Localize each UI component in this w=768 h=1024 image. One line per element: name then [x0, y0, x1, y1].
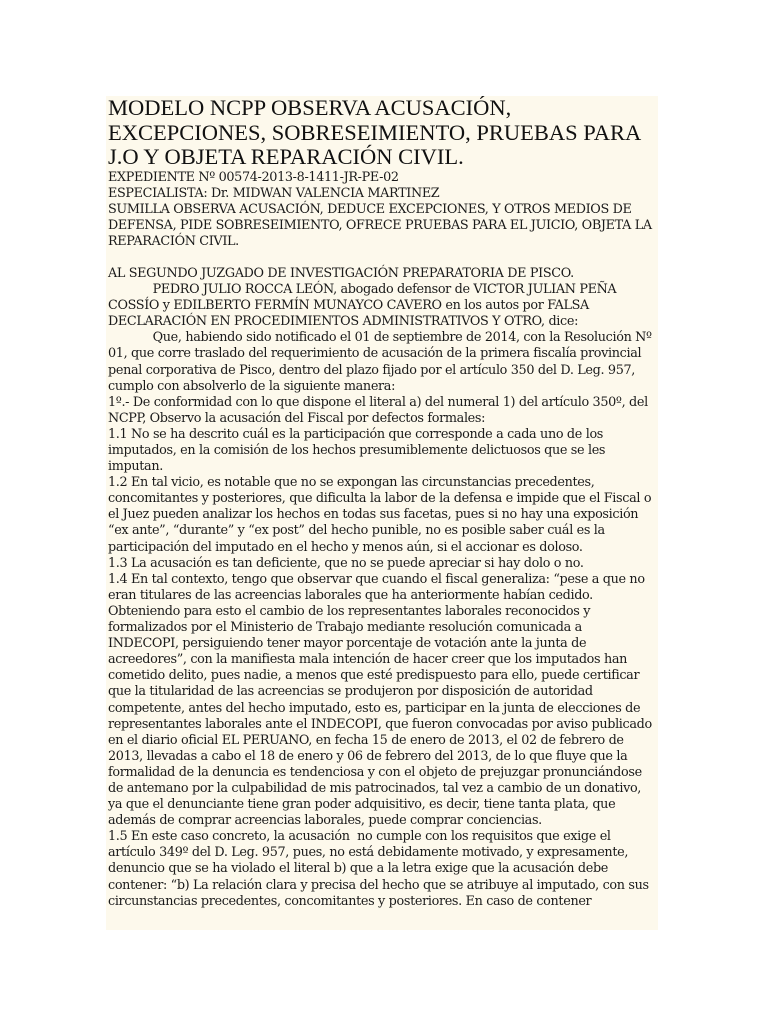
addressee-line: AL SEGUNDO JUZGADO DE INVESTIGACIÓN PREPARATORIA DE PISCO. [108, 265, 574, 281]
especialista-line: ESPECIALISTA: Dr. MIDWAN VALENCIA MARTINEZ [108, 185, 440, 201]
sumilla-paragraph: SUMILLA OBSERVA ACUSACIÓN, DEDUCE EXCEPCIONES, Y OTROS MEDIOS DE DEFENSA, PIDE SOBRESEIMIENTO, OFRECE PRUEBAS PARA EL JUICIO, OBJETA LA REPARACIÓN CIVIL. [108, 201, 656, 249]
point-1-5-paragraph: 1.5 En este caso concreto, la acusación no cumple con los requisitos que exige el artículo 349º del D. Leg. 957, pues, no está debidamente motivado, y expresamente, denuncio que se ha violado el literal b) que a la letra exige que la acusación debe contener: “b) La relación clara y precisa del hecho que se atribuye al imputado, con sus circunstancias precedentes, concomitantes y posteriores. En caso de contener [108, 829, 653, 909]
point-1-3-paragraph: 1.3 La acusación es tan deficiente, que no se puede apreciar si hay dolo o no. [108, 555, 584, 571]
point-1-paragraph: 1º.- De conformidad con lo que dispone el literal a) del numeral 1) del artículo 350º, del NCPP, Observo la acusación del Fiscal por defectos formales: [108, 394, 652, 426]
que-paragraph: Que, habiendo sido notificado el 01 de septiembre de 2014, con la Resolución Nº 01, que corre traslado del requerimiento de acusación de la primera fiscalía provincial penal corporativa de Pisco, dentro del plazo fijado por el artículo 350 del D. Leg. 957, cumplo con absolverlo de la siguiente manera: [108, 330, 656, 394]
expediente-line: EXPEDIENTE Nº 00574-2013-8-1411-JR-PE-02 [108, 169, 399, 185]
point-1-4-paragraph: 1.4 En tal contexto, tengo que observar que cuando el fiscal generaliza: “pese a que no eran titulares de las acreencias laborales que ha anteriormente habían cedido. Obteniendo para esto el cambio de los representantes laborales reconocidos y formalizados por el Ministerio de Trabajo mediante resolución comunicada a INDECOPI, persiguiendo tener mayor porcentaje de votación ante la junta de acreedores”, con la manifiesta mala intención de hacer creer que los imputados han cometido delito, pues nadie, a menos que esté predispuesto para ello, puede certificar que la titularidad de las acreencias se produjeron por disposición de autoridad competente, antes del hecho imputado, esto es, participar en la junta de elecciones de representantes laborales ante el INDECOPI, que fueron convocadas por aviso publicado en el diario oficial EL PERUANO, en fecha 15 de enero de 2013, el 02 de febrero de 2013, llevadas a cabo el 18 de enero y 06 de febrero del 2013, de lo que fluye que la formalidad de la denuncia es tendenciosa y con el objeto de prejuzgar pronunciándose de antemano por la culpabilidad de mis patrocinados, tal vez a cambio de un donativo, ya que el denunciante tiene gran poder adquisitivo, es decir, tiene tanta plata, que además de comprar acreencias laborales, puede comprar conciencias. [108, 571, 656, 829]
blank-line [108, 250, 656, 266]
intro-paragraph: PEDRO JULIO ROCCA LEÓN, abogado defensor de VICTOR JULIAN PEÑA COSSÍO y EDILBERTO FERMÍN MUNAYCO CAVERO en los autos por FALSA DECLARACIÓN EN PROCEDIMIENTOS ADMINISTRATIVOS Y OTRO, dice: [108, 282, 621, 330]
document-body [106, 170, 658, 910]
point-1-1-paragraph: 1.1 No se ha descrito cuál es la participación que corresponde a cada uno de los imputados, en la comisión de los hechos presumiblemente delictuosos que se les imputan. [108, 426, 609, 475]
point-1-2-paragraph: 1.2 En tal vicio, es notable que no se expongan las circunstancias precedentes, concomitantes y posteriores, que dificulta la labor de la defensa e impide que el Fiscal o el Juez pueden analizar los hechos en todas sus facetas, pues si no hay una exposición “ex ante”, “durante” y “ex post” del hecho punible, no es posible saber cuál es la participación del imputado en el hecho y menos aún, si el accionar es doloso. [108, 475, 655, 555]
document-title: MODELO NCPP OBSERVA ACUSACIÓN, EXCEPCIONES, SOBRESEIMIENTO, PRUEBAS PARA J.O Y OBJETA REPARACIÓN CIVIL. [108, 96, 640, 169]
document-page [106, 96, 658, 930]
